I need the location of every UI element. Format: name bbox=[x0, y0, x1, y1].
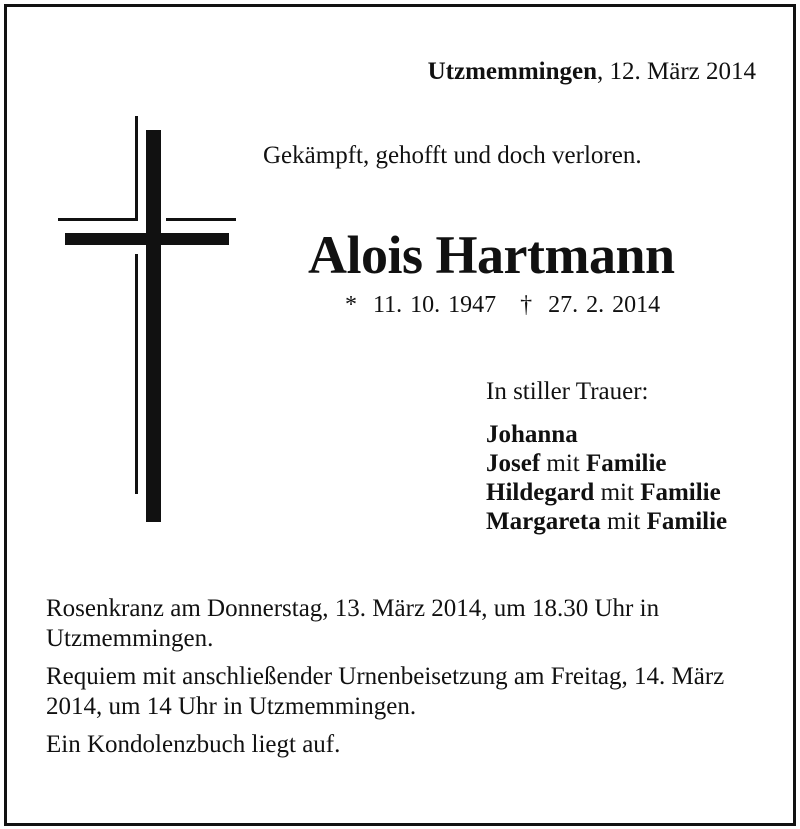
rosary-note: Rosenkranz am Donnerstag, 13. März 2014, um 18.30 Uhr in Utzmemmingen. bbox=[46, 595, 660, 652]
mourner-connector: mit bbox=[540, 450, 586, 477]
mourner-suffix: Familie bbox=[640, 479, 721, 506]
place-and-date bbox=[428, 58, 756, 86]
condolence-note: Ein Kondolenzbuch liegt auf. bbox=[46, 731, 341, 758]
mourner-connector: mit bbox=[594, 479, 641, 506]
mourner-suffix: Familie bbox=[586, 450, 667, 477]
death-symbol: † bbox=[520, 292, 533, 318]
publication-date: , 12. März 2014 bbox=[597, 58, 756, 85]
life-dates bbox=[345, 292, 660, 319]
mourner-connector: mit bbox=[600, 508, 647, 535]
mourner-line bbox=[486, 507, 727, 536]
birth-symbol: * bbox=[345, 292, 357, 318]
mourner-line bbox=[486, 478, 727, 507]
death-date: 27. 2. 2014 bbox=[548, 292, 661, 318]
mourner-name: Josef bbox=[486, 450, 541, 477]
mourner-suffix: Familie bbox=[646, 508, 728, 535]
mourner-line bbox=[486, 449, 727, 478]
mourner-name: Johanna bbox=[486, 421, 578, 448]
motto: Gekämpft, gehofft und doch verloren. bbox=[263, 142, 642, 169]
service-notes bbox=[46, 594, 766, 768]
mourner-name: Margareta bbox=[486, 508, 601, 535]
mourner-line bbox=[486, 420, 727, 449]
deceased-name: Alois Hartmann bbox=[308, 225, 675, 285]
place-name: Utzmemmingen bbox=[427, 58, 597, 85]
mourners-list bbox=[486, 420, 727, 536]
cross-icon bbox=[58, 116, 238, 526]
mourning-heading: In stiller Trauer: bbox=[486, 378, 649, 405]
mourner-name: Hildegard bbox=[486, 479, 595, 506]
birth-date: 11. 10. 1947 bbox=[373, 292, 497, 318]
requiem-note: Requiem mit anschließender Urnenbeisetzung am Freitag, 14. März 2014, um 14 Uhr in Utzmemmingen. bbox=[46, 663, 725, 720]
